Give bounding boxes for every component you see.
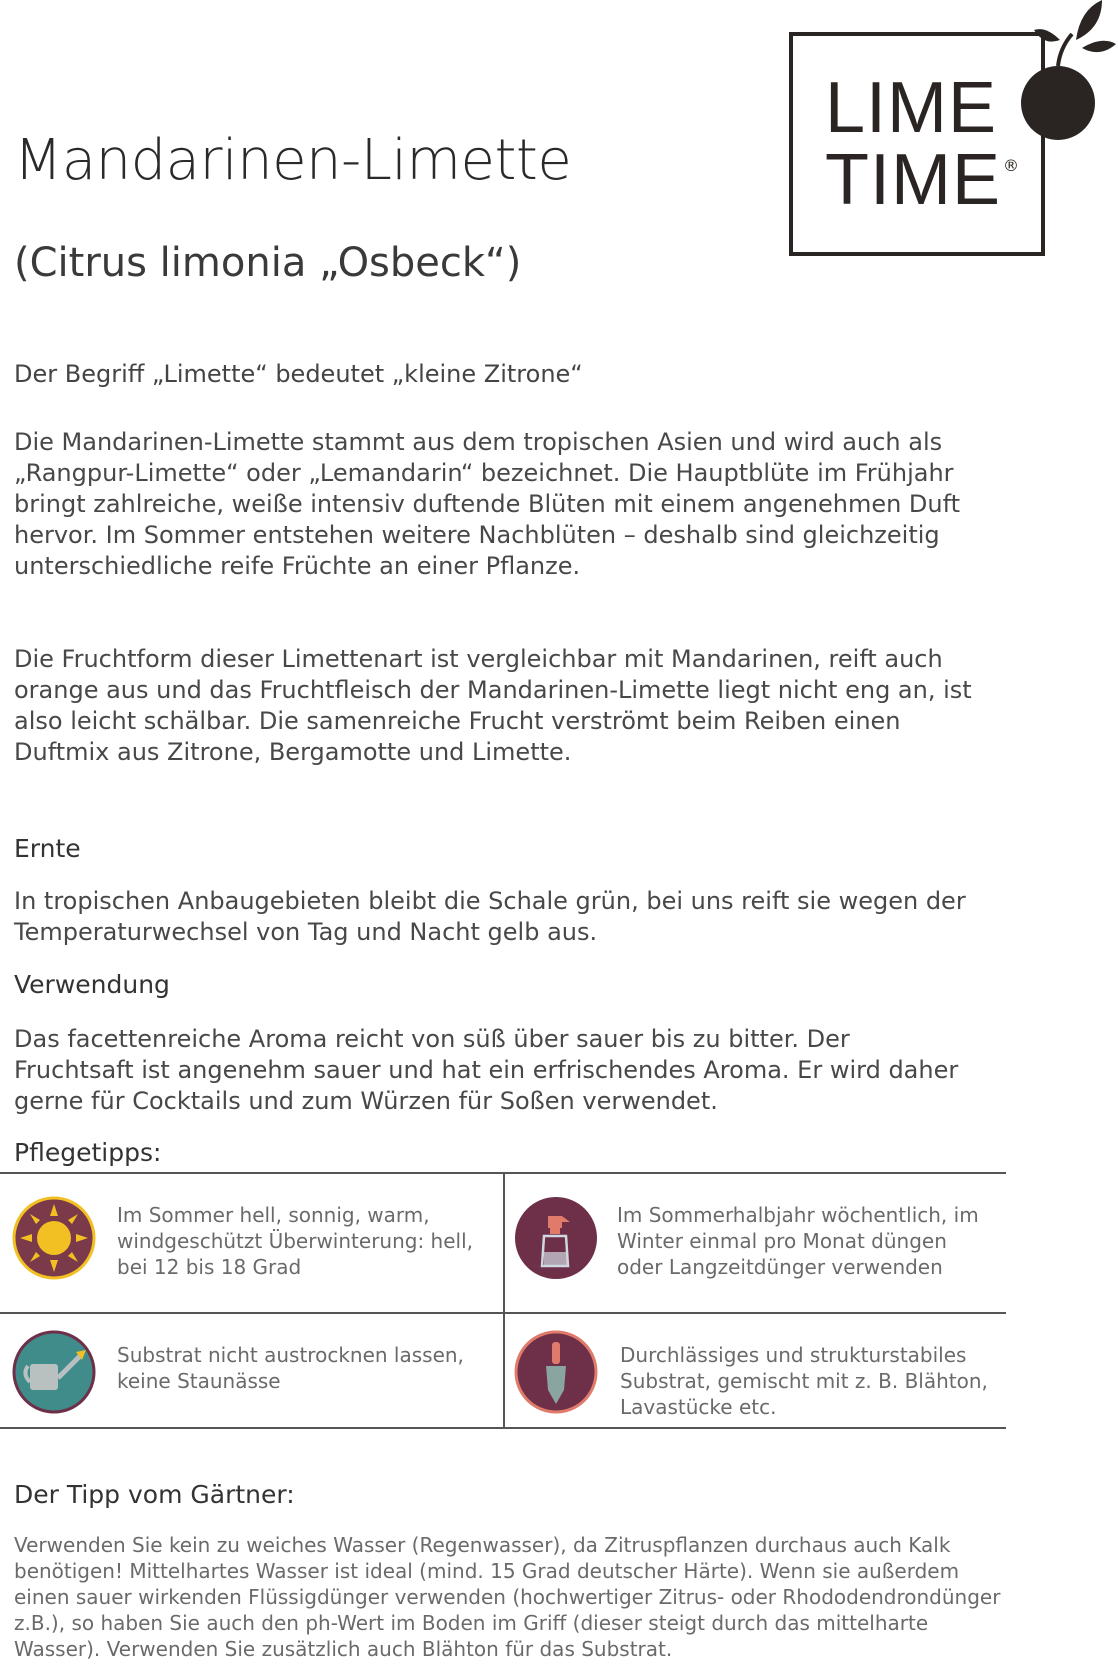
care-tip-light: Im Sommer hell, sonnig, warm, windgeschützt Überwinterung: hell, bei 12 bis 18 Grad [117,1203,474,1279]
gardener-tip-heading: Der Tipp vom Gärtner: [14,1480,295,1509]
care-tip-substrate: Durchlässiges und strukturstabiles Substrat, gemischt mit z. B. Blähton, Lavastücke etc. [620,1343,988,1419]
care-tip-fertilizing: Im Sommerhalbjahr wöchentlich, im Winter einmal pro Monat düngen oder Langzeitdünger verwenden [617,1203,979,1279]
care-tip-watering: Substrat nicht austrocknen lassen, keine Staunässe [117,1343,464,1393]
logo-line-2: TIME [825,140,1001,220]
harvest-text: In tropischen Anbaugebieten bleibt die Schale grün, bei uns reift sie wegen der Temperaturwechsel von Tag und Nacht gelb aus. [14,887,966,946]
description-paragraph-2: Die Fruchtform dieser Limettenart ist vergleichbar mit Mandarinen, reift auch orange aus und das Fruchtfleisch der Mandarinen-Limette liegt nicht eng an, ist also leicht schälbar. Die samenreiche Frucht verströmt beim Reiben einen Duftmix aus Zitrone, Bergamotte und Limette. [14,645,972,766]
watering-can-icon [12,1330,96,1414]
usage-text: Das facettenreiche Aroma reicht von süß über sauer bis zu bitter. Der Fruchtsaft ist angenehm sauer und hat ein erfrischendes Aroma. Er wird daher gerne für Cocktails und zum Würzen für Soßen verwendet. [14,1025,959,1115]
care-grid-bottom-rule [0,1427,1006,1429]
care-grid-divider [503,1172,505,1427]
logo-wordmark [825,68,1001,220]
trowel-icon [514,1330,598,1414]
intro-line: Der Begriff „Limette“ bedeutet „kleine Zitrone“ [14,360,583,388]
fertilizer-spray-icon [514,1196,598,1280]
usage-heading: Verwendung [14,970,170,999]
sun-icon [12,1196,96,1280]
care-heading: Pflegetipps: [14,1138,162,1167]
logo-line-1: LIME [825,68,998,148]
harvest-heading: Ernte [14,834,81,863]
page-title: Mandarinen-Limette [14,128,572,193]
description-paragraph-1: Die Mandarinen-Limette stammt aus dem tropischen Asien und wird auch als „Rangpur-Limette“ oder „Lemandarin“ bezeichnet. Die Hauptblüte im Frühjahr bringt zahlreiche, weiße intensiv duftende Blüten mit einem angenehmen Duft hervor. Im Sommer entstehen weitere Nachblüten – deshalb sind gleichzeitig unterschiedliche reife Früchte an einer Pflanze. [14,428,961,580]
botanical-name: (Citrus limonia „Osbeck“) [14,240,522,286]
gardener-tip-text: Verwenden Sie kein zu weiches Wasser (Regenwasser), da Zitruspflanzen durchaus auch Kalk benötigen! Mittelhartes Wasser ist ideal (mind. 15 Grad deutscher Härte). Wenn sie außerdem einen sauer wirkenden Flüssigdünger verwenden (hochwertiger Zitrus- oder Rhododendrondünger z.B.), so haben Sie auch den ph-Wert im Boden im Griff (dieser steigt durch das mittelharte Wasser). Verwenden Sie zusätzlich auch Blähton für das Substrat. [14,1533,1001,1661]
lime-fruit-icon [1010,0,1118,150]
logo-registered-mark: ® [1003,156,1019,175]
